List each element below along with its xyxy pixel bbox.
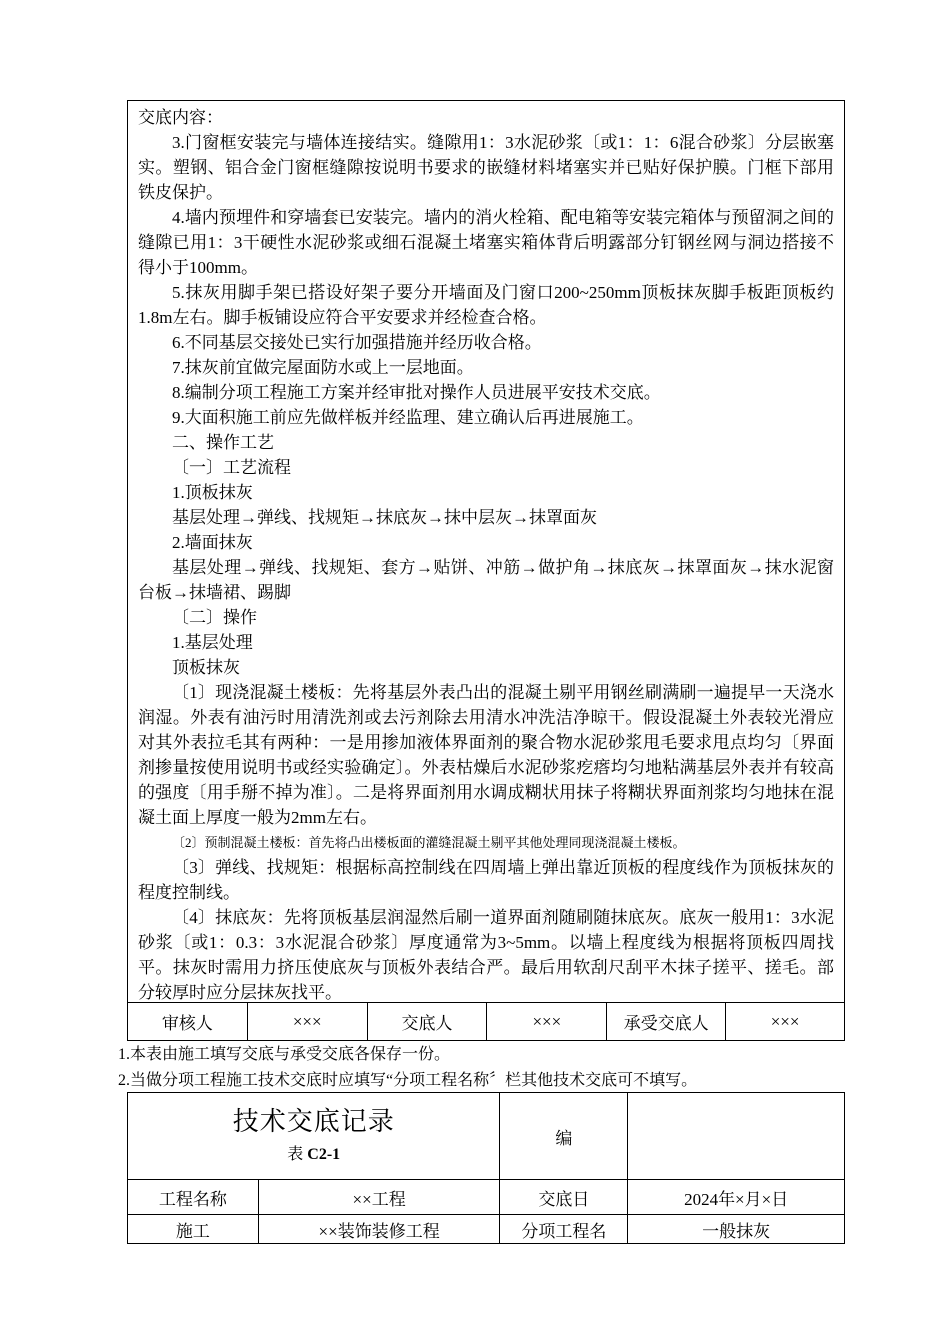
subproject-value[interactable]: 一般抹灰 — [628, 1215, 845, 1244]
date-value[interactable]: 2024年×月×日 — [628, 1180, 845, 1215]
content-paragraph: 5.抹灰用脚手架已搭设好架子要分开墙面及门窗口200~250mm顶板抹灰脚手板距顶板约1.8m左右。脚手板铺设应符合平安要求并经检查合格。 — [138, 283, 834, 327]
content-paragraph: 3.门窗框安装完与墙体连接结实。缝隙用1：3水泥砂浆〔或1：1：6混合砂浆〕分层嵌塞实。塑钢、铝合金门窗框缝隙按说明书要求的嵌缝材料堵塞实并已贴好保护膜。门框下部用铁皮保护。 — [138, 133, 834, 202]
subsection-heading: 〔二〕操作 — [172, 608, 257, 627]
receiver-value[interactable]: ××× — [726, 1003, 845, 1041]
note-item: 2.当做分项工程施工技术交底时应填写“分项工程名称〞栏其他技术交底可不填写。 — [118, 1072, 698, 1089]
content-paragraph: 7.抹灰前宜做完屋面防水或上一层地面。 — [172, 358, 474, 377]
content-paragraph: 〔3〕弹线、找规矩：根据标高控制线在四周墙上弹出靠近顶板的程度线作为顶板抹灰的程度控制线。 — [138, 858, 834, 902]
reviewer-label: 审核人 — [128, 1003, 248, 1041]
content-paragraph: 〔4〕抹底灰：先将顶板基层润湿然后刷一道界面剂随刷随抹底灰。底灰一般用1：3水泥砂浆〔或1：0.3：3水泥混合砂浆〕厚度通常为3~5mm。以墙上程度线为根据将顶板四周找平。抹灰时需用力挤压使底灰与顶板外表结合严。最后用软刮尺刮平木抹子搓平、搓毛。部分较厚时应分层抹灰找平。 — [138, 908, 834, 1002]
content-paragraph: 1.基层处理 — [172, 633, 253, 652]
notes — [118, 1042, 697, 1094]
number-value[interactable] — [628, 1093, 845, 1180]
content-paragraph: 2.墙面抹灰 — [172, 533, 253, 552]
subsection-heading: 〔一〕工艺流程 — [172, 458, 291, 477]
subproject-label: 分项工程名 — [500, 1215, 628, 1244]
record-title-cell — [128, 1093, 500, 1180]
disclosure-content-box — [127, 100, 845, 1003]
receiver-label: 承受交底人 — [607, 1003, 726, 1041]
presenter-value[interactable]: ××× — [487, 1003, 607, 1041]
content-paragraph: 顶板抹灰 — [172, 658, 240, 677]
content-paragraph-small: 〔2〕预制混凝土楼板：首先将凸出楼板面的灌缝混凝土剔平其他处理同现浇混凝土楼板。 — [172, 835, 686, 850]
content-paragraph: 8.编制分项工程施工方案并经审批对操作人员进展平安技术交底。 — [172, 383, 661, 402]
record-header-table — [127, 1092, 845, 1244]
record-title: 技术交底记录 — [232, 1107, 395, 1136]
signature-table — [127, 1002, 845, 1041]
date-label: 交底日 — [500, 1180, 628, 1215]
content-paragraph: 4.墙内预埋件和穿墙套已安装完。墙内的消火栓箱、配电箱等安装完箱体与预留洞之间的缝隙已用1：3干硬性水泥砂浆或细石混凝土堵塞实箱体背后明露部分钉钢丝网与洞边搭接不得小于100mm。 — [138, 208, 834, 277]
reviewer-value[interactable]: ××× — [247, 1003, 367, 1041]
number-label: 编 — [500, 1093, 628, 1180]
form-code — [128, 1143, 499, 1167]
content-paragraph: 6.不同基层交接处已实行加强措施并经历收合格。 — [172, 333, 542, 352]
note-item: 1.本表由施工填写交底与承受交底各保存一份。 — [118, 1046, 451, 1063]
form-code-value: C2-1 — [307, 1146, 341, 1163]
project-name-value[interactable]: ××工程 — [258, 1180, 500, 1215]
content-paragraph: 1.顶板抹灰 — [172, 483, 253, 502]
construction-value[interactable]: ××装饰装修工程 — [258, 1215, 500, 1244]
section-heading: 二、操作工艺 — [172, 433, 274, 452]
content-paragraph: 〔1〕现浇混凝土楼板：先将基层外表凸出的混凝土剔平用钢丝刷满刷一遍提早一天浇水润湿。外表有油污时用清洗剂或去污剂除去用清水冲洗洁净晾干。假设混凝土外表较光滑应对其外表拉毛其有两种：一是用掺加液体界面剂的聚合物水泥砂浆甩毛要求甩点均匀〔界面剂掺量按使用说明书或经实验确定〕。外表枯燥后水泥砂浆疙瘩均匀地粘满基层外表并有较高的强度〔用手掰不掉为准〕。二是将界面剂用水调成糊状用抹子将糊状界面剂浆均匀地抹在混凝土面上厚度一般为2mm左右。 — [138, 683, 834, 827]
form-prefix: 表 — [287, 1146, 304, 1163]
process-flow: 基层处理→弹线、找规矩→抹底灰→抹中层灰→抹罩面灰 — [172, 508, 597, 527]
content-heading: 交底内容： — [138, 108, 223, 127]
process-flow: 基层处理→弹线、找规矩、套方→贴饼、冲筋→做护角→抹底灰→抹罩面灰→抹水泥窗台板→抹墙裙、踢脚 — [138, 558, 834, 602]
presenter-label: 交底人 — [367, 1003, 487, 1041]
construction-label: 施工 — [128, 1215, 259, 1244]
content-paragraph: 9.大面积施工前应先做样板并经监理、建立确认后再进展施工。 — [172, 408, 644, 427]
project-name-label: 工程名称 — [128, 1180, 259, 1215]
